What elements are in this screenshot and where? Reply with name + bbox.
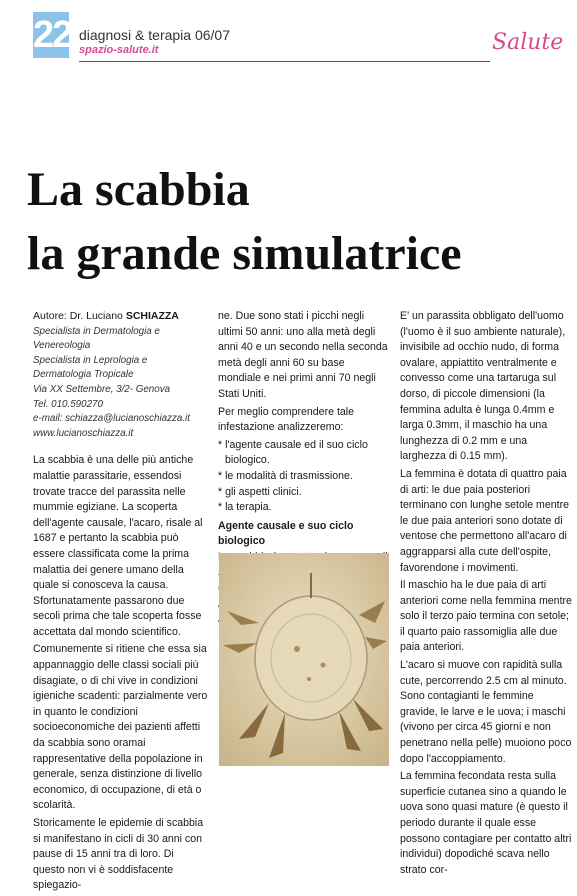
paragraph: Comunemente si ritiene che essa sia appannaggio delle classi sociali più disagiate, o di chi vive in condizioni igieniche scadenti: parzialmente vero in quanto le condizioni socioeconomiche dei pazienti affetti da scabbia sono oramai rappresentative della popolazione in generale, senza distinzione di livello economico, di occupazione, di età o scolarità. xyxy=(33,643,208,812)
paragraph: ne. Due sono stati i picchi negli ultimi 50 anni: uno alla metà degli anni 40 e un secondo nella seconda metà degli anni 60 su base mondiale e nei primi anni 70 negli Stati Uniti. xyxy=(218,310,388,400)
header-rule xyxy=(79,61,490,62)
author-website[interactable]: www.lucianoschiazza.it xyxy=(33,427,134,439)
paragraph: L'acaro si muove con rapidità sulla cute, percorrendo 2.5 cm al minuto. Sono contagianti le femmine gravide, le larve e le uova; i maschi (vivono per circa 45 giorni e non penetrano nella pelle) muoiono poco dopo l'accoppiamento. xyxy=(400,659,572,765)
author-affiliation: Specialista in Leprologia e xyxy=(33,354,148,366)
list-item: * le modalità di trasmissione. xyxy=(218,469,353,482)
page-number: 22 xyxy=(33,14,72,56)
author-name xyxy=(33,309,208,325)
website-link[interactable]: spazio-salute.it xyxy=(79,44,159,56)
author-address: Via XX Settembre, 3/2- Genova xyxy=(33,383,171,395)
author-prefix: Autore: Dr. Luciano xyxy=(33,310,126,322)
list-item: * gli aspetti clinici. xyxy=(218,485,302,498)
paragraph: Per meglio comprendere tale infestazione analizzeremo: xyxy=(218,405,355,434)
mite-micrograph xyxy=(219,553,389,766)
list-item: * l'agente causale ed il suo ciclo biologico. xyxy=(218,438,368,467)
paragraph: Il maschio ha le due paia di arti anteriori come nella femmina mentre solo il terzo paio termina con setole; il quarto paio rassomiglia alle due paia anteriori. xyxy=(400,579,572,654)
section-subheading: Agente causale e suo ciclo biologico xyxy=(218,519,354,548)
column-1 xyxy=(33,309,208,896)
list-item: * la terapia. xyxy=(218,501,272,514)
headline-line-1: La scabbia xyxy=(27,163,250,216)
author-affiliation: Specialista in Dermatologia e Venereologia xyxy=(33,325,160,352)
magazine-issue: diagnosi & terapia 06/07 xyxy=(79,27,230,43)
section-label: Salute xyxy=(492,30,564,55)
author-phone: Tel. 010.590270 xyxy=(33,398,103,410)
headline-line-2: la grande simulatrice xyxy=(27,227,462,280)
paragraph: La scabbia è una delle più antiche malattie parassitarie, essendosi trovate tracce del parassita nelle mummie egiziane. La scoperta dell'agente causale, l'acaro, risale al 1687 e pertanto la scabbia può essere classificata come la prima malattia dei genere umano della quale si conosceva la causa. Sfortunatamente passarono due secoli prima che tale scoperta fosse accettata dal mondo scientifico. xyxy=(33,454,203,638)
author-surname: SCHIAZZA xyxy=(125,310,179,322)
article-headline xyxy=(27,158,567,286)
bullet-list xyxy=(218,438,390,516)
paragraph: E' un parassita obbligato dell'uomo (l'uomo è il suo ambiente naturale), invisibile ad occhio nudo, di forma ovalare, appiattito ventralmente e convesso come una tartaruga sul dorso, di piccole dimensioni (la femmina adulta è lunga 0.4mm e larga 0.3mm, il maschio ha una lunghezza di 0.2 mm e una larghezza di 0.15 mm). xyxy=(400,310,566,463)
author-affiliation: Dermatologia Tropicale xyxy=(33,369,134,381)
paragraph: La femmina fecondata resta sulla superficie cutanea sino a quando le uova sono quasi mature (è questo il periodo durante il quale esse possono contagiare per contatto altri individui) dopodiché scava nello strato cor- xyxy=(400,770,572,876)
mite-illustration xyxy=(219,553,389,766)
author-block xyxy=(33,309,208,441)
column-3 xyxy=(400,309,572,880)
author-email[interactable]: e-mail: schiazza@lucianoschiazza.it xyxy=(33,413,190,425)
paragraph: Storicamente le epidemie di scabbia si manifestano in cicli di 30 anni con pause di 15 anni tra di loro. Di questo non vi è soddisfacente spiegazio- xyxy=(33,817,204,892)
paragraph: La femmina è dotata di quattro paia di arti: le due paia posteriori terminano con lunghe setole mentre le due paia anteriori sono dotate di ventose che permettono all'acaro di aggrapparsi alla cute dell'ospite, favorendone i movimenti. xyxy=(400,467,570,574)
